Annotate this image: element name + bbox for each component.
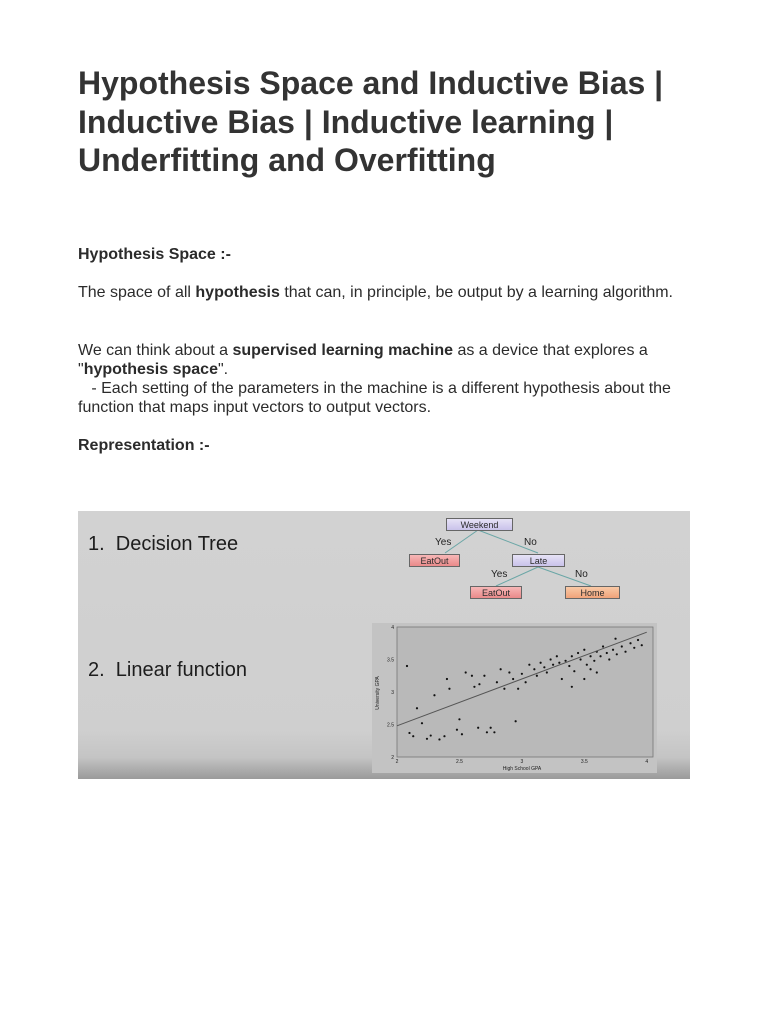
data-point bbox=[586, 664, 588, 666]
data-point bbox=[416, 707, 418, 709]
data-point bbox=[471, 675, 473, 677]
data-point bbox=[589, 668, 591, 670]
data-point bbox=[512, 678, 514, 680]
y-tick-label: 4 bbox=[391, 625, 394, 631]
data-point bbox=[612, 649, 614, 651]
data-point bbox=[571, 686, 573, 688]
data-point bbox=[602, 645, 604, 647]
gpa-scatter-plot bbox=[372, 623, 657, 773]
data-point bbox=[629, 642, 631, 644]
y-axis-label: University GPA bbox=[375, 676, 381, 710]
data-point bbox=[573, 670, 575, 672]
data-point bbox=[556, 655, 558, 657]
data-point bbox=[641, 644, 643, 646]
data-point bbox=[561, 678, 563, 680]
data-point bbox=[433, 694, 435, 696]
representation-heading: Representation :- bbox=[78, 437, 210, 454]
data-point bbox=[577, 652, 579, 654]
data-point bbox=[589, 655, 591, 657]
data-point bbox=[456, 729, 458, 731]
paragraph-supervised-learning bbox=[78, 341, 690, 379]
data-point bbox=[579, 658, 581, 660]
y-tick-label: 3 bbox=[391, 690, 394, 696]
data-point bbox=[583, 678, 585, 680]
data-point bbox=[616, 653, 618, 655]
data-point bbox=[540, 662, 542, 664]
text-bold-segment: hypothesis space bbox=[83, 361, 218, 378]
y-tick-label: 3.5 bbox=[387, 657, 394, 664]
data-point bbox=[583, 649, 585, 651]
x-axis-label: High School GPA bbox=[502, 766, 542, 772]
data-point bbox=[614, 638, 616, 640]
data-point bbox=[478, 683, 480, 685]
data-point bbox=[493, 731, 495, 733]
tree-edge-label-no: No bbox=[524, 537, 537, 548]
text-segment: We can think about a bbox=[78, 342, 233, 359]
data-point bbox=[550, 658, 552, 660]
hypothesis-space-heading: Hypothesis Space :- bbox=[78, 246, 231, 263]
data-point bbox=[543, 666, 545, 668]
tree-node-late: Late bbox=[512, 554, 565, 567]
data-point bbox=[490, 727, 492, 729]
tree-edge-label-no: No bbox=[575, 569, 588, 580]
tree-edge-label-yes: Yes bbox=[491, 569, 508, 580]
data-point bbox=[528, 664, 530, 666]
data-point bbox=[515, 720, 517, 722]
data-point bbox=[637, 639, 639, 641]
data-point bbox=[546, 671, 548, 673]
data-point bbox=[443, 735, 445, 737]
linear-function-label: 2. Linear function bbox=[88, 659, 247, 681]
x-tick-label: 3 bbox=[520, 759, 524, 765]
data-point bbox=[461, 733, 463, 735]
data-point bbox=[608, 658, 610, 660]
data-point bbox=[536, 675, 538, 677]
data-point bbox=[564, 660, 566, 662]
tree-node-weekend: Weekend bbox=[446, 518, 513, 531]
data-point bbox=[446, 678, 448, 680]
x-tick-label: 4 bbox=[645, 759, 649, 765]
data-point bbox=[593, 660, 595, 662]
data-point bbox=[521, 673, 523, 675]
data-point bbox=[465, 671, 467, 673]
decision-tree-label: 1. Decision Tree bbox=[88, 533, 239, 555]
data-point bbox=[503, 688, 505, 690]
x-tick-label: 2.5 bbox=[455, 759, 463, 765]
data-point bbox=[448, 688, 450, 690]
data-point bbox=[606, 652, 608, 654]
data-point bbox=[412, 735, 414, 737]
data-point bbox=[486, 731, 488, 733]
data-point bbox=[525, 681, 527, 683]
y-tick-label: 2 bbox=[391, 755, 394, 761]
data-point bbox=[571, 655, 573, 657]
data-point bbox=[421, 722, 423, 724]
data-point bbox=[599, 655, 601, 657]
data-point bbox=[558, 662, 560, 664]
text-segment: ". bbox=[217, 361, 229, 378]
paragraph-parameters: - Each setting of the parameters in the machine is a different hypothesis about the function that maps input vectors to output vectors. bbox=[78, 380, 676, 416]
y-tick-label: 2.5 bbox=[387, 722, 394, 729]
text-bold-segment: supervised learning machine bbox=[232, 342, 453, 359]
decision-tree-edges bbox=[78, 511, 690, 621]
data-point bbox=[596, 671, 598, 673]
plot-area bbox=[397, 627, 653, 757]
data-point bbox=[426, 738, 428, 740]
paragraph-hypothesis-definition bbox=[78, 283, 690, 302]
text-segment: The space of all bbox=[78, 284, 196, 301]
data-point bbox=[473, 686, 475, 688]
tree-edge-label-yes: Yes bbox=[435, 537, 452, 548]
data-point bbox=[568, 665, 570, 667]
text-segment: as a device that explores a " bbox=[78, 342, 648, 378]
data-point bbox=[483, 675, 485, 677]
data-point bbox=[508, 671, 510, 673]
data-point bbox=[624, 651, 626, 653]
tree-node-eatout: EatOut bbox=[409, 554, 460, 567]
tree-node-home: Home bbox=[565, 586, 620, 599]
page-title: Hypothesis Space and Inductive Bias | Inductive Bias | Inductive learning | Underfitting and Overfitting bbox=[78, 65, 664, 178]
tree-node-eatout-2: EatOut bbox=[470, 586, 522, 599]
data-point bbox=[477, 727, 479, 729]
x-tick-label: 3.5 bbox=[580, 759, 588, 765]
text-bold-segment: hypothesis bbox=[195, 284, 280, 301]
data-point bbox=[430, 734, 432, 736]
data-point bbox=[500, 668, 502, 670]
data-point bbox=[517, 688, 519, 690]
data-point bbox=[496, 681, 498, 683]
data-point bbox=[406, 665, 408, 667]
data-point bbox=[408, 732, 410, 734]
data-point bbox=[621, 645, 623, 647]
data-point bbox=[438, 738, 440, 740]
data-point bbox=[533, 668, 535, 670]
data-point bbox=[552, 664, 554, 666]
data-point bbox=[458, 718, 460, 720]
x-tick-label: 2 bbox=[395, 759, 399, 765]
text-segment: that can, in principle, be output by a learning algorithm. bbox=[279, 284, 673, 301]
representation-figure bbox=[78, 511, 690, 779]
data-point bbox=[633, 647, 635, 649]
